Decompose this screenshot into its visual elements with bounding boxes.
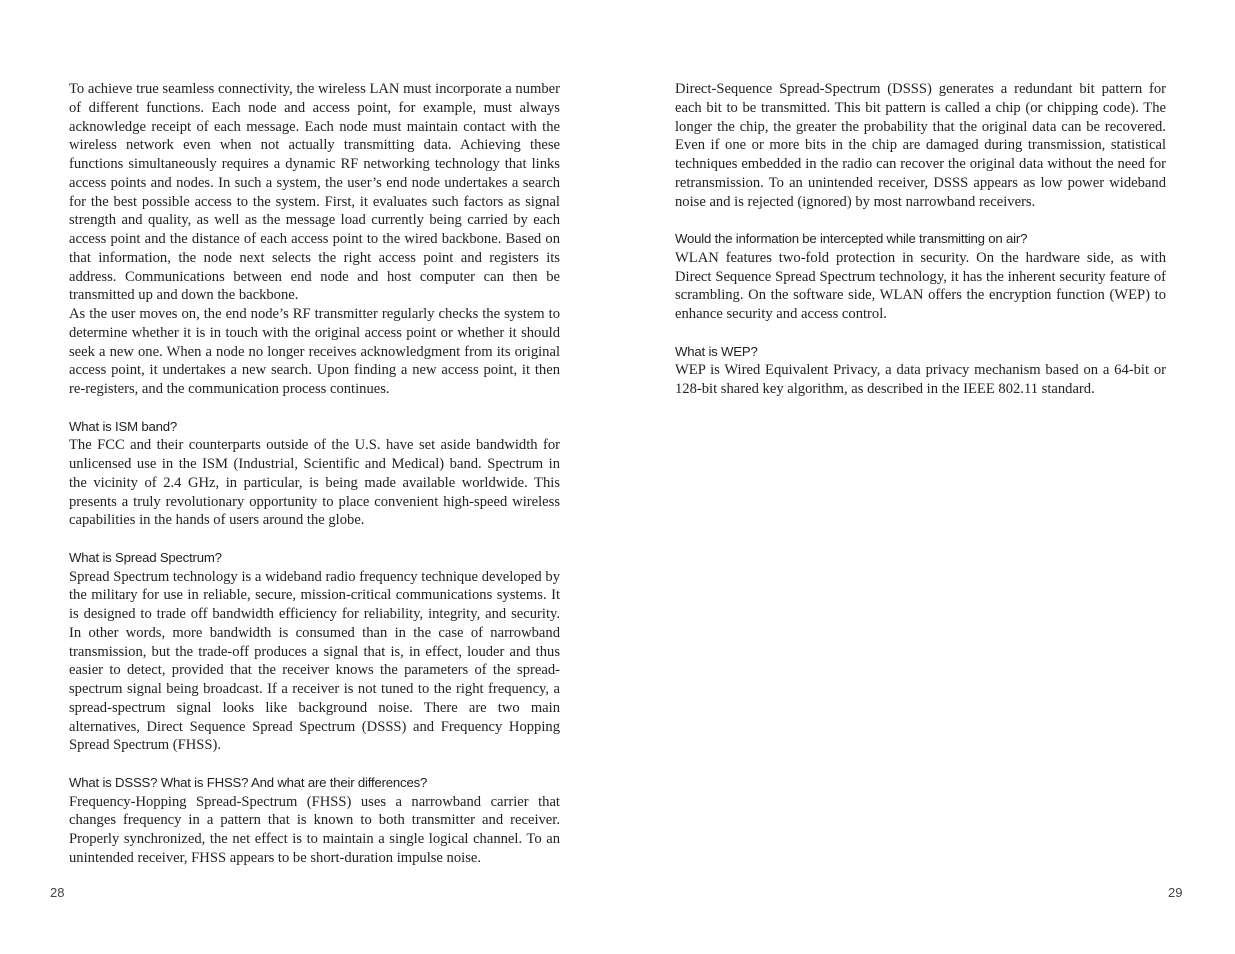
dsss-fhss-heading: What is DSSS? What is FHSS? And what are their differences?	[69, 774, 428, 790]
spread-spectrum-paragraph: Spread Spectrum technology is a wideband radio frequency technique developed by the military for use in reliable, secure, mission-critical communications systems. It is designed to trade off bandwidth efficiency for reliability, integrity, and security. In other words, more bandwidth is consumed than in the case of narrowband transmission, but the trade-off produces a signal that is, in effect, louder and thus easier to detect, provided that the receiver knows the parameters of the spread-spectrum signal being broadcast. If a receiver is not tuned to the right frequency, a spread-spectrum signal looks like background noise. There are two main alternatives, Direct Sequence Spread Spectrum (DSSS) and Frequency Hopping Spread Spectrum (FHSS).	[69, 568, 560, 754]
fhss-paragraph: Frequency-Hopping Spread-Spectrum (FHSS) uses a narrowband carrier that changes frequency in a pattern that is known to both transmitter and receiver. Properly synchronized, the net effect is to maintain a single logical channel. To an unintended receiver, FHSS appears to be short-duration impulse noise.	[69, 793, 560, 866]
dsss-paragraph: Direct-Sequence Spread-Spectrum (DSSS) generates a redundant bit pattern for each bit to be transmitted. This bit pattern is called a chip (or chipping code). The longer the chip, the greater the probability that the original data can be recovered. Even if one or more bits in the chip are damaged during transmission, statistical techniques embedded in the radio can recover the original data without the need for retransmission. To an unintended receiver, DSSS appears as low power wideband noise and is rejected (ignored) by most narrowband receivers.	[675, 81, 1166, 210]
page-number-right: 29	[1168, 885, 1183, 900]
ism-band-heading: What is ISM band?	[69, 418, 178, 434]
left-page	[0, 0, 617, 954]
spread-spectrum-heading: What is Spread Spectrum?	[69, 549, 222, 565]
right-page-text-column	[675, 80, 1166, 399]
intro-paragraph-2: As the user moves on, the end node’s RF transmitter regularly checks the system to determine whether it is in touch with the original access point or whether it should seek a new one. When a node no longer receives acknowledgment from its original access point, it undertakes a new search. Upon finding a new access point, it then re-registers, and the communication process continues.	[69, 306, 560, 397]
page-number-left: 28	[50, 885, 65, 900]
ism-band-paragraph: The FCC and their counterparts outside of the U.S. have set aside bandwidth for unlicensed use in the ISM (Industrial, Scientific and Medical) band. Spectrum in the vicinity of 2.4 GHz, in particular, is being made available worldwide. This presents a truly revolutionary opportunity to place convenient high-speed wireless capabilities in the hands of users around the globe.	[69, 437, 560, 529]
wep-paragraph: WEP is Wired Equivalent Privacy, a data privacy mechanism based on a 64-bit or 128-bit shared key algorithm, as described in the IEEE 802.11 standard.	[675, 362, 1166, 397]
left-page-text-column	[69, 80, 560, 868]
wep-heading: What is WEP?	[675, 343, 758, 359]
intro-paragraph-1: To achieve true seamless connectivity, the wireless LAN must incorporate a number of different functions. Each node and access point, for example, must always acknowledge receipt of each message. Each node must maintain contact with the wireless network even when not actually transmitting data. Achieving these functions simultaneously requires a dynamic RF networking technology that links access points and nodes. In such a system, the user’s end node undertakes a search for the best possible access to the system. First, it evaluates such factors as signal strength and quality, as well as the message load currently being carried by each access point and the distance of each access point to the wired backbone. Based on that information, the node next selects the right access point and registers its address. Communications between end node and host computer can then be transmitted up and down the backbone.	[69, 81, 560, 304]
interception-heading: Would the information be intercepted while transmitting on air?	[675, 231, 1028, 246]
right-page	[618, 0, 1235, 954]
interception-paragraph: WLAN features two-fold protection in security. On the hardware side, as with Direct Sequence Spread Spectrum technology, it has the inherent security feature of scrambling. On the software side, WLAN offers the encryption function (WEP) to enhance security and access control.	[675, 249, 1166, 322]
